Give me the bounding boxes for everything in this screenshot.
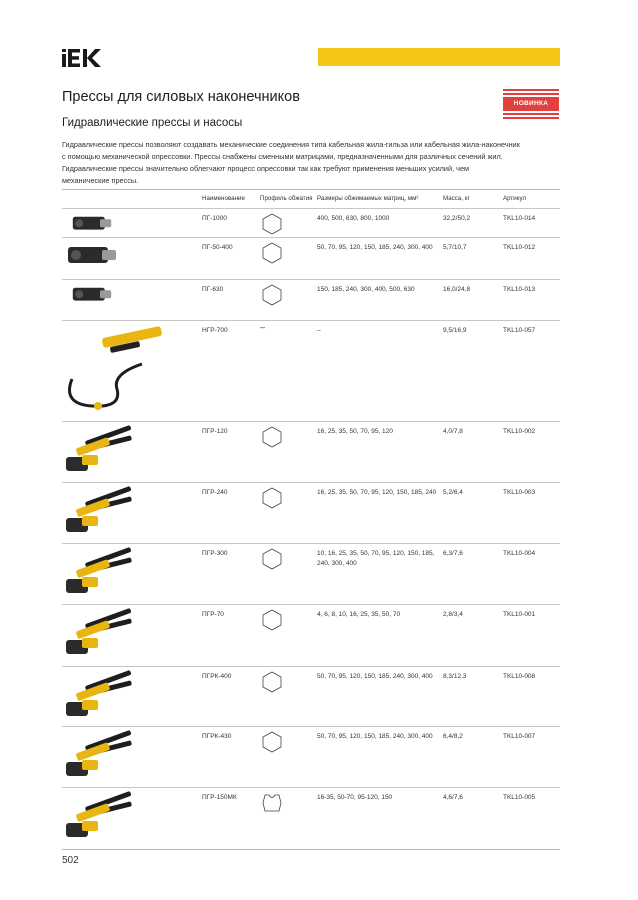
col-header-mass: Масса, кг bbox=[443, 195, 470, 202]
hexagon-profile-icon bbox=[260, 283, 286, 307]
table-row bbox=[62, 604, 560, 666]
product-mass: 4,0/7,8 bbox=[443, 428, 463, 435]
hand-press-icon bbox=[62, 670, 134, 728]
product-article: TKL10-012 bbox=[503, 244, 536, 251]
table-top-rule bbox=[62, 189, 560, 190]
matrix-sizes: 16, 25, 35, 50, 70, 95, 120 bbox=[317, 428, 393, 435]
matrix-sizes: 16-35, 50-70, 95-120, 150 bbox=[317, 794, 393, 801]
profile-cell: – bbox=[260, 322, 266, 332]
col-header-profile: Профиль обжатия bbox=[260, 195, 313, 202]
product-mass: 6,4/8,2 bbox=[443, 733, 463, 740]
product-name: ПГРК-430 bbox=[202, 733, 232, 740]
table-row bbox=[62, 237, 560, 279]
hexagon-profile-icon bbox=[260, 486, 286, 510]
table-row bbox=[62, 320, 560, 421]
product-name: ПГР-300 bbox=[202, 550, 228, 557]
hand-press-icon bbox=[62, 791, 134, 849]
product-mass: 2,8/3,4 bbox=[443, 611, 463, 618]
product-name: ПГР-120 bbox=[202, 428, 228, 435]
row-divider bbox=[62, 543, 560, 544]
table-row bbox=[62, 279, 560, 320]
row-divider bbox=[62, 726, 560, 727]
product-article: TKL10-007 bbox=[503, 733, 536, 740]
description-line: с помощью механической опрессовки. Прессы снабжены сменными матрицами, предназначенными для различных сечений жил. bbox=[62, 152, 503, 161]
matrix-sizes: 150, 185, 240, 300, 400, 500, 630 bbox=[317, 286, 415, 293]
new-badge-label: НОВИНКА bbox=[503, 97, 559, 111]
matrix-sizes: 50, 70, 95, 120, 150, 185, 240, 300, 400 bbox=[317, 244, 433, 251]
page-title: Прессы для силовых наконечников bbox=[62, 89, 300, 105]
table-row bbox=[62, 421, 560, 482]
iek-logo bbox=[62, 49, 102, 67]
table-row bbox=[62, 543, 560, 604]
description-line: Гидравлические прессы позволяют создавать механические соединения типа кабельная жила-гильза или кабельная жила-наконечник bbox=[62, 140, 520, 149]
product-article: TKL10-008 bbox=[503, 673, 536, 680]
product-name: ПГР-240 bbox=[202, 489, 228, 496]
product-mass: 6,3/7,6 bbox=[443, 550, 463, 557]
hexagon-profile-icon bbox=[260, 241, 286, 265]
product-article: TKL10-002 bbox=[503, 428, 536, 435]
page-number: 502 bbox=[62, 855, 79, 866]
row-divider bbox=[62, 320, 560, 321]
product-article: TKL10-057 bbox=[503, 327, 536, 334]
hand-press-icon bbox=[62, 608, 134, 666]
press-head-icon bbox=[62, 283, 122, 311]
row-divider bbox=[62, 421, 560, 422]
matrix-sizes: 4, 6, 8, 10, 16, 25, 35, 50, 70 bbox=[317, 611, 401, 618]
header-accent-band bbox=[318, 48, 560, 66]
product-name: ПГР-150МК bbox=[202, 794, 237, 801]
indent-profile-icon bbox=[260, 791, 286, 815]
hexagon-profile-icon bbox=[260, 425, 286, 449]
matrix-sizes: 50, 70, 95, 120, 150, 185, 240, 300, 400 bbox=[317, 673, 433, 680]
matrix-sizes: 16, 25, 35, 50, 70, 95, 120, 150, 185, 240 bbox=[317, 489, 437, 496]
table-row bbox=[62, 726, 560, 787]
row-divider bbox=[62, 604, 560, 605]
matrix-sizes: 50, 70, 95, 120, 150, 185, 240, 300, 400 bbox=[317, 733, 433, 740]
hand-press-icon bbox=[62, 730, 134, 788]
product-name: ПГ-50-400 bbox=[202, 244, 233, 251]
product-mass: 5,7/10,7 bbox=[443, 244, 467, 251]
table-row bbox=[62, 208, 560, 237]
product-mass: 9,5/16,9 bbox=[443, 327, 467, 334]
col-header-article: Артикул bbox=[503, 195, 527, 202]
table-row bbox=[62, 787, 560, 849]
product-name: ПГ-630 bbox=[202, 286, 224, 293]
product-article: TKL10-005 bbox=[503, 794, 536, 801]
hand-press-icon bbox=[62, 486, 134, 544]
description-line: Гидравлические прессы значительно облегчают процесс опрессовки так как требуют применения меньших усилий, чем bbox=[62, 164, 470, 173]
product-name: ПГР-70 bbox=[202, 611, 224, 618]
row-divider bbox=[62, 787, 560, 788]
matrix-sizes: – bbox=[317, 327, 321, 334]
hexagon-profile-icon bbox=[260, 670, 286, 694]
product-article: TKL10-003 bbox=[503, 489, 536, 496]
hand-press-icon bbox=[62, 547, 134, 605]
table-bottom-rule bbox=[62, 849, 560, 850]
hexagon-profile-icon bbox=[260, 608, 286, 632]
product-name: НГР-700 bbox=[202, 327, 228, 334]
new-badge bbox=[503, 89, 559, 119]
product-article: TKL10-004 bbox=[503, 550, 536, 557]
description bbox=[62, 139, 560, 187]
table-row bbox=[62, 666, 560, 726]
hand-press-icon bbox=[62, 425, 134, 483]
row-divider bbox=[62, 237, 560, 238]
product-mass: 8,3/12,3 bbox=[443, 673, 467, 680]
row-divider bbox=[62, 666, 560, 667]
hexagon-profile-icon bbox=[260, 547, 286, 571]
product-mass: 16,0/24,8 bbox=[443, 286, 471, 293]
page-subtitle: Гидравлические прессы и насосы bbox=[62, 117, 243, 129]
row-divider bbox=[62, 208, 560, 209]
product-mass: 32,2/50,2 bbox=[443, 215, 471, 222]
press-head-icon bbox=[62, 212, 122, 240]
matrix-sizes: 400, 500, 630, 800, 1000 bbox=[317, 215, 390, 222]
product-article: TKL10-014 bbox=[503, 215, 536, 222]
matrix-sizes: 10, 16, 25, 35, 50, 70, 95, 120, 150, 185, 240, 300, 400 bbox=[317, 550, 435, 567]
hydraulic-pump-icon bbox=[62, 324, 172, 418]
product-name: ПГ-1000 bbox=[202, 215, 227, 222]
product-mass: 4,6/7,6 bbox=[443, 794, 463, 801]
product-mass: 5,2/6,4 bbox=[443, 489, 463, 496]
hexagon-profile-icon bbox=[260, 730, 286, 754]
table-row bbox=[62, 482, 560, 543]
col-header-sizes: Размеры обжимаемых матриц, мм² bbox=[317, 195, 419, 202]
col-header-name: Наименование bbox=[202, 195, 245, 202]
description-line: механические прессы. bbox=[62, 176, 139, 185]
row-divider bbox=[62, 279, 560, 280]
row-divider bbox=[62, 482, 560, 483]
product-article: TKL10-001 bbox=[503, 611, 536, 618]
hexagon-profile-icon bbox=[260, 212, 286, 236]
press-head-icon bbox=[62, 241, 122, 275]
product-name: ПГРК-400 bbox=[202, 673, 232, 680]
product-article: TKL10-013 bbox=[503, 286, 536, 293]
